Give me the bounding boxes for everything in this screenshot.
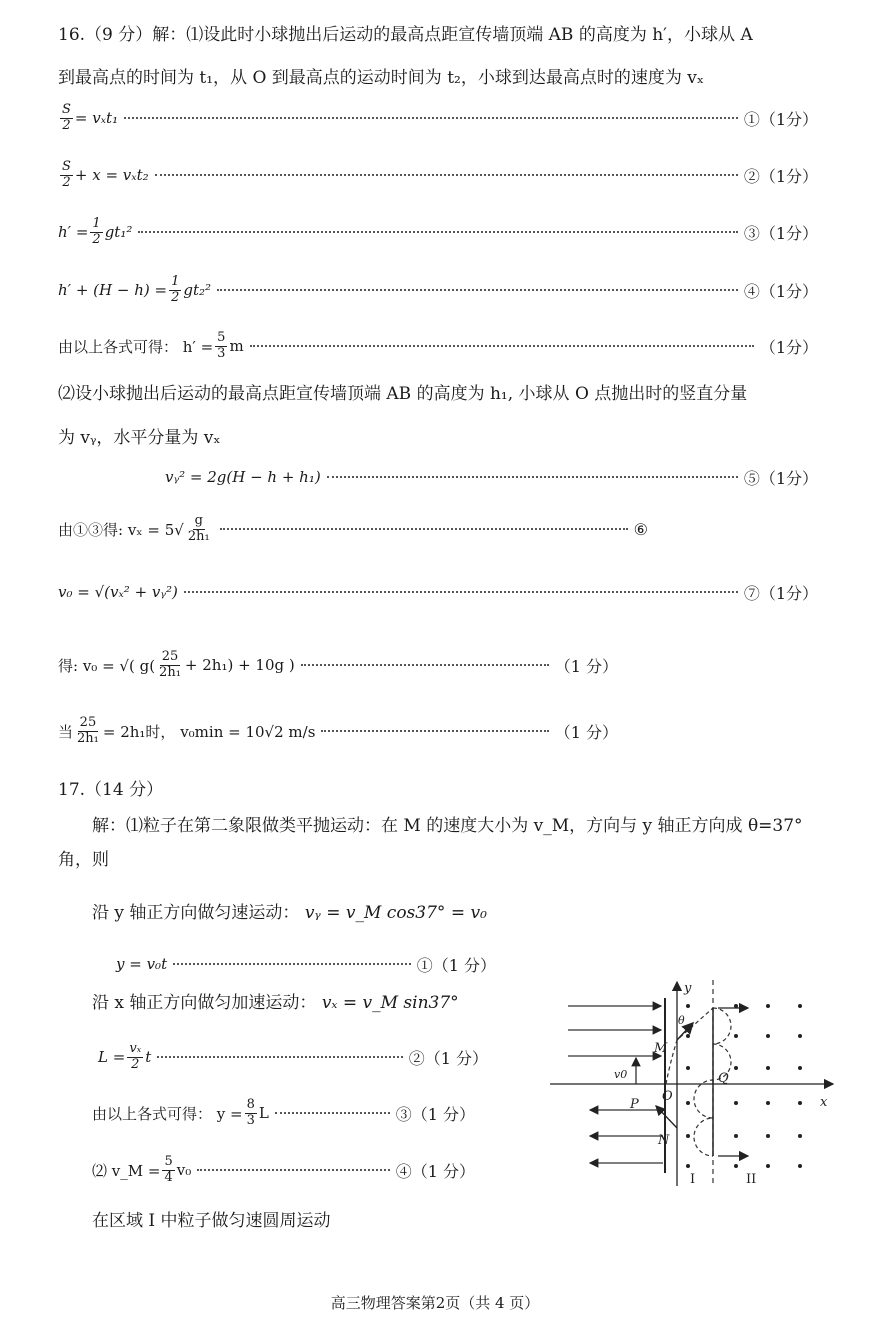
q16-equation-2: $\frac{S}{2}$ + x = vₓt₂ ②（1分） [62,158,818,190]
score-mark: （1分） [759,337,818,357]
q16-equation-4: h′ + (H − h) = $\frac{1}{2}$ gt₂² ④（1分） [58,273,818,305]
label-theta: θ [678,1014,685,1027]
score-mark: ②（1分） [743,166,818,186]
score-mark: ⑥ [633,519,648,539]
field-dots [686,1004,802,1168]
score-mark: ⑦（1分） [743,583,818,603]
score-mark: ③（1 分） [395,1104,475,1124]
score-mark: ④（1分） [743,281,818,301]
score-mark: ③（1分） [743,223,818,243]
q17-equation-f: ⑵ v_M = $\frac{5}{4}$ v₀ ④（1 分） [92,1153,475,1185]
q16-equation-5: vᵧ² = 2g(H − h + h₁) ⑤（1分） [165,462,818,492]
q16-intro-line2: 到最高点的时间为 t₁，从 O 到最高点的运动时间为 t₂，小球到达最高点时的速度为 vₓ [58,68,705,88]
score-mark: ④（1 分） [395,1161,475,1181]
label-Q: Q [718,1071,729,1086]
field-diagram [548,978,838,1188]
score-mark: ①（1分） [743,109,818,129]
q16-result-h-prime: 由以上各式可得： h′ = $\frac{5}{3}$ m （1分） [58,329,818,361]
field-arrows-right [568,1006,661,1056]
label-x: x [820,1095,828,1110]
score-mark: ②（1 分） [408,1048,488,1068]
q16-equation-7: v₀ = √(vₓ² + vᵧ²) ⑦（1分） [58,577,818,607]
q16-part2-line2: 为 vᵧ，水平分量为 vₓ [58,428,221,448]
q17-equation-c: 沿 x 轴正方向做匀加速运动： vₓ = v_M sin37° [92,993,459,1013]
q16-equation-8: 得: v₀ = √( g( $\frac{25}{\text{2h₁}}$ + 2h₁) + 10g ) （1 分） [58,648,618,680]
q16-equation-9: 当 $\frac{25}{\text{2h₁}}$ = 2h₁时， v₀min = 10√2 m/s （1 分） [58,714,618,746]
field-arrows-left [590,1110,663,1163]
label-O: O [662,1089,673,1104]
score-mark: （1 分） [554,722,618,742]
q17-line2: 角，则 [58,850,109,870]
label-y: y [684,981,692,996]
q16-equation-1: $\frac{S}{2}$ = vₓt₁ ①（1分） [62,101,818,133]
q17-equation-b: y = v₀t ①（1 分） [116,949,496,979]
score-mark: （1 分） [554,656,618,676]
q17-last-line: 在区域 I 中粒子做匀速圆周运动 [92,1211,331,1231]
q17-line1: 解：⑴粒子在第二象限做类平抛运动：在 M 的速度大小为 v_M，方向与 y 轴正方向成 θ=37° [92,816,803,836]
label-region-2: II [746,1172,757,1187]
q17-equation-a: 沿 y 轴正方向做匀速运动： vᵧ = v_M cos37° = v₀ [92,903,487,923]
score-mark: ⑤（1分） [743,468,818,488]
label-P: P [630,1097,639,1112]
label-N: N [658,1133,670,1148]
score-mark: ①（1 分） [416,955,496,975]
label-M: M [654,1041,668,1056]
q16-intro-line1: 16.（9 分）解：⑴设此时小球抛出后运动的最高点距宣传墙顶端 AB 的高度为 h′，小球从 A [58,25,753,45]
q16-part2-line1: ⑵设小球抛出后运动的最高点距宣传墙顶端 AB 的高度为 h₁, 小球从 O 点抛出时的竖直分量 [58,384,748,404]
q16-equation-6: 由①③得: vₓ = 5√ $\frac{g}{\text{2h₁}}$ ⑥ [58,512,648,544]
q17-equation-e: 由以上各式可得： y = $\frac{8}{3}$ L ③（1 分） [92,1096,475,1128]
q17-title: 17.（14 分） [58,780,164,800]
page-footer: 高三物理答案第2页（共 4 页） [330,1294,540,1312]
q17-equation-d: L = $\frac{\text{vₓ}}{2}$ t ②（1 分） [98,1040,488,1072]
label-v0: v0 [614,1068,628,1081]
label-region-1: I [690,1172,696,1187]
q16-equation-3: h′ = $\frac{1}{2}$ gt₁² ③（1分） [58,215,818,247]
